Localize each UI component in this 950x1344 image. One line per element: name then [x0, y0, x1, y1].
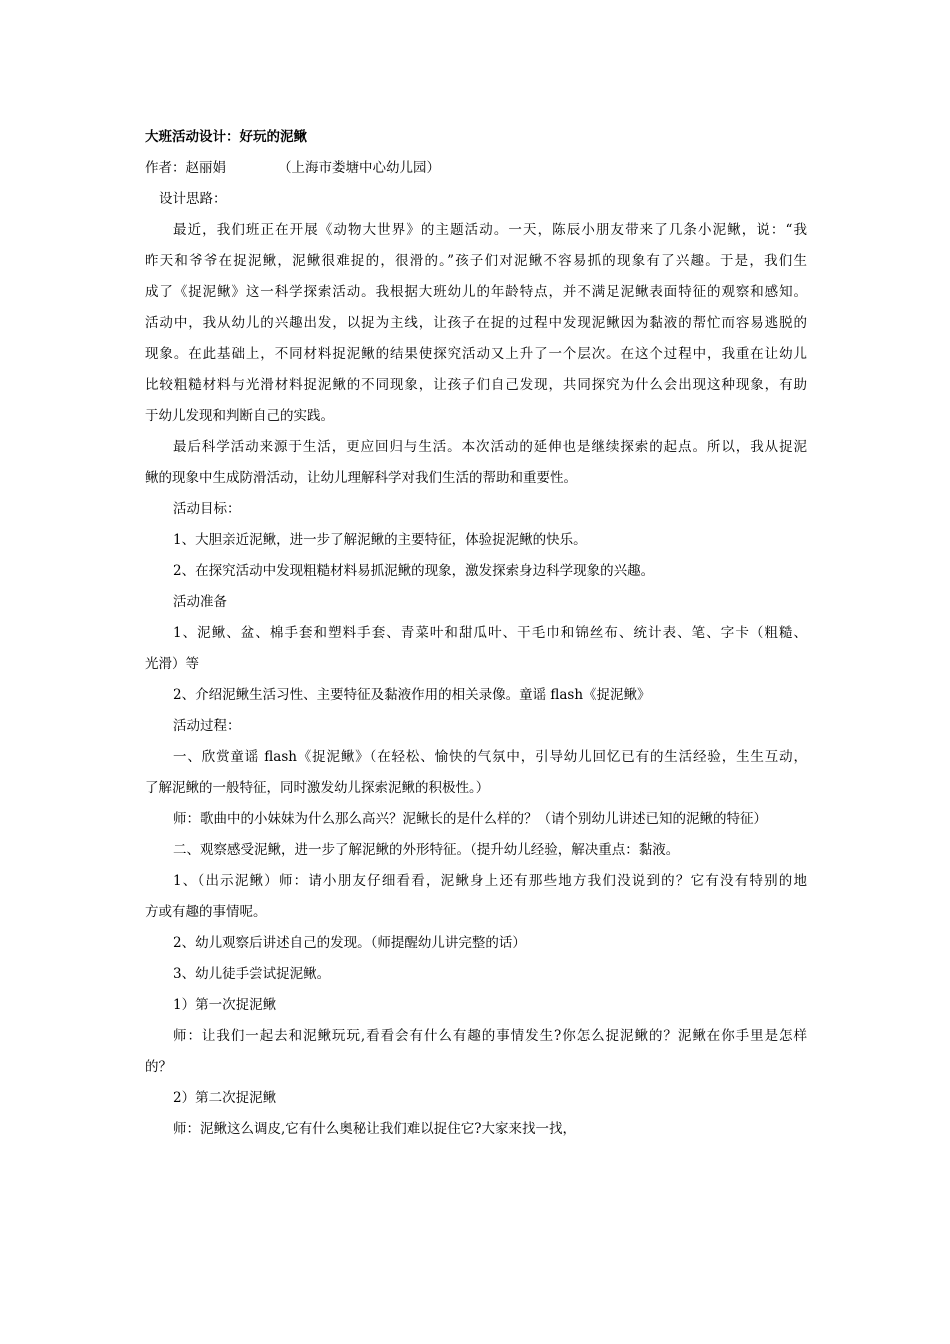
paragraph-line: 鳅的现象中生成防滑活动，让幼儿理解科学对我们生活的帮助和重要性。 — [145, 470, 577, 486]
paragraph-line: 于幼儿发现和判断自己的实践。 — [145, 408, 334, 424]
author-line — [145, 156, 807, 187]
paragraph-line: 师：泥鳅这么调皮,它有什么奥秘让我们难以捉住它?大家来找一找， — [173, 1121, 577, 1137]
list-item-continuation: 方或有趣的事情呢。 — [145, 904, 267, 920]
list-item: 1、泥鳅、盆、棉手套和塑料手套、青菜叶和甜瓜叶、干毛巾和锦丝布、统计表、笔、字卡（粗糙、 — [173, 625, 807, 641]
document-body — [145, 125, 807, 1148]
list-item: 2、介绍泥鳅生活习性、主要特征及黏液作用的相关录像。童谣 flash《捉泥鳅》 — [173, 687, 651, 703]
author-name: 作者：赵丽娟 — [145, 160, 226, 176]
step-item: 二、观察感受泥鳅，进一步了解泥鳅的外形特征。（提升幼儿经验，解决重点：黏液。 — [173, 842, 680, 858]
section-heading: 活动准备 — [173, 594, 227, 610]
paragraph-line: 现象。在此基础上，不同材料捉泥鳅的结果使探究活动又上升了一个层次。在这个过程中，我重在让幼儿 — [145, 346, 807, 362]
author-organization: （上海市娄塘中心幼儿园） — [278, 160, 440, 176]
paragraph-line: 比较粗糙材料与光滑材料捉泥鳅的不同现象，让孩子们自己发现，共同探究为什么会出现这种现象，有助 — [145, 377, 807, 393]
paragraph-line: 昨天和爷爷在捉泥鳅，泥鳅很难捉的，很滑的。”孩子们对泥鳅不容易抓的现象有了兴趣。于是，我们生 — [145, 253, 807, 269]
paragraph-line: 师：让我们一起去和泥鳅玩玩,看看会有什么有趣的事情发生?你怎么捉泥鳅的？泥鳅在你手里是怎样 — [173, 1028, 807, 1044]
sub-step: 1）第一次捉泥鳅 — [173, 997, 277, 1013]
list-item: 1、大胆亲近泥鳅，进一步了解泥鳅的主要特征，体验捉泥鳅的快乐。 — [173, 532, 587, 548]
list-item: 1、（出示泥鳅）师：请小朋友仔细看看，泥鳅身上还有那些地方我们没说到的？它有没有特别的地 — [173, 873, 807, 889]
step-item-continuation: 了解泥鳅的一般特征，同时激发幼儿探索泥鳅的积极性。） — [145, 780, 490, 796]
list-item: 3、幼儿徒手尝试捉泥鳅。 — [173, 966, 331, 982]
paragraph-line: 的？ — [145, 1059, 172, 1075]
paragraph-line: 成了《捉泥鳅》这一科学探索活动。我根据大班幼儿的年龄特点，并不满足泥鳅表面特征的观察和感知。 — [145, 284, 807, 300]
paragraph-line: 师：歌曲中的小妹妹为什么那么高兴？泥鳅长的是什么样的？（请个别幼儿讲述已知的泥鳅的特征） — [173, 811, 767, 827]
section-heading: 设计思路： — [159, 191, 227, 207]
sub-step: 2）第二次捉泥鳅 — [173, 1090, 277, 1106]
section-heading: 活动目标： — [173, 501, 241, 517]
paragraph-line: 最后科学活动来源于生活，更应回归与生活。本次活动的延伸也是继续探索的起点。所以，我从捉泥 — [173, 439, 807, 455]
list-item: 2、幼儿观察后讲述自己的发现。（师提醒幼儿讲完整的话） — [173, 935, 526, 951]
paragraph-line: 最近，我们班正在开展《动物大世界》的主题活动。一天，陈辰小朋友带来了几条小泥鳅，说：“我 — [173, 222, 807, 238]
step-item: 一、欣赏童谣 flash《捉泥鳅》（在轻松、愉快的气氛中，引导幼儿回忆已有的生活经验，生生互动， — [173, 749, 807, 765]
list-item-continuation: 光滑）等 — [145, 656, 199, 672]
list-item: 2、在探究活动中发现粗糙材料易抓泥鳅的现象，激发探索身边科学现象的兴趣。 — [173, 563, 655, 579]
document-title: 大班活动设计：好玩的泥鳅 — [145, 129, 307, 145]
paragraph-line: 活动中，我从幼儿的兴趣出发，以捉为主线，让孩子在捉的过程中发现泥鳅因为黏液的帮忙而容易逃脱的 — [145, 315, 807, 331]
section-heading: 活动过程： — [173, 718, 241, 734]
